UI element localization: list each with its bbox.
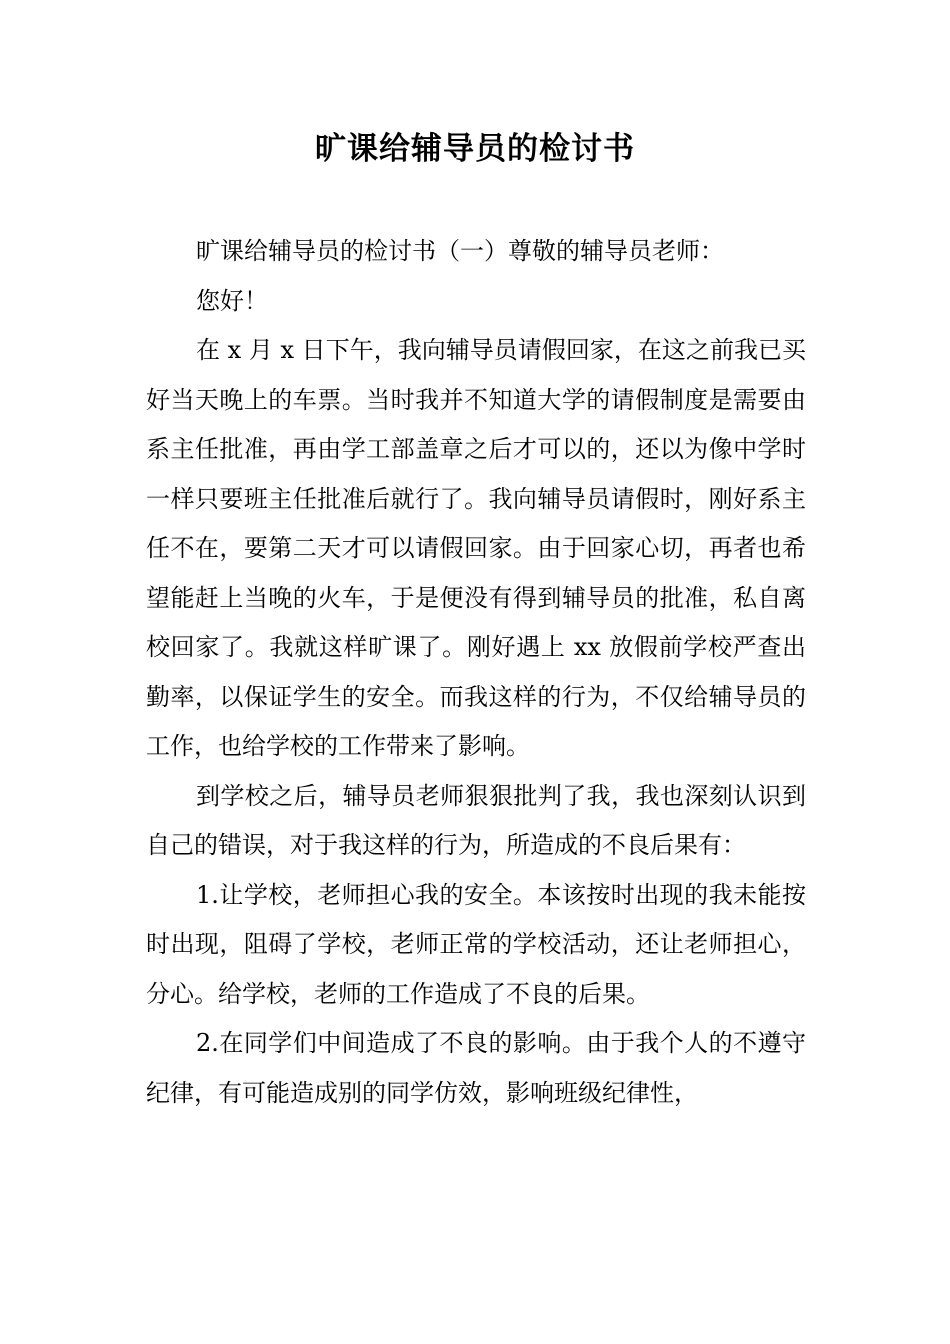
document-title: 旷课给辅导员的检讨书: [315, 131, 635, 167]
paragraph-heading-line: 旷课给辅导员的检讨书（一）尊敬的辅导员老师：: [196, 237, 724, 265]
document-body: [146, 227, 806, 1118]
paragraph-consequences-intro: 到学校之后，辅导员老师狠狠批判了我，我也深刻认识到自己的错误，对于我这样的行为，所造成的不良后果有：: [146, 781, 806, 859]
paragraph-consequence-2: 2.在同学们中间造成了不良的影响。由于我个人的不遵守纪律，有可能造成别的同学仿效，影响班级纪律性，: [146, 1029, 806, 1107]
paragraph-greeting: 您好！: [196, 286, 268, 315]
paragraph-incident: 在 x 月 x 日下午，我向辅导员请假回家，在这之前我已买好当天晚上的车票。当时我并不知道大学的请假制度是需要由系主任批准，再由学工部盖章之后才可以的，还以为像中学时一样只要班主任批准后就行了。我向辅导员请假时，刚好系主任不在，要第二天才可以请假回家。由于回家心切，再者也希望能赶上当晚的火车，于是便没有得到辅导员的批准，私自离校回家了。我就这样旷课了。刚好遇上 xx 放假前学校严查出勤率，以保证学生的安全。而我这样的行为，不仅给辅导员的工作，也给学校的工作带来了影响。: [146, 336, 806, 760]
paragraph-consequence-1: 1.让学校，老师担心我的安全。本该按时出现的我未能按时出现，阻碍了学校，老师正常的学校活动，还让老师担心，分心。给学校，老师的工作造成了不良的后果。: [146, 880, 806, 1008]
